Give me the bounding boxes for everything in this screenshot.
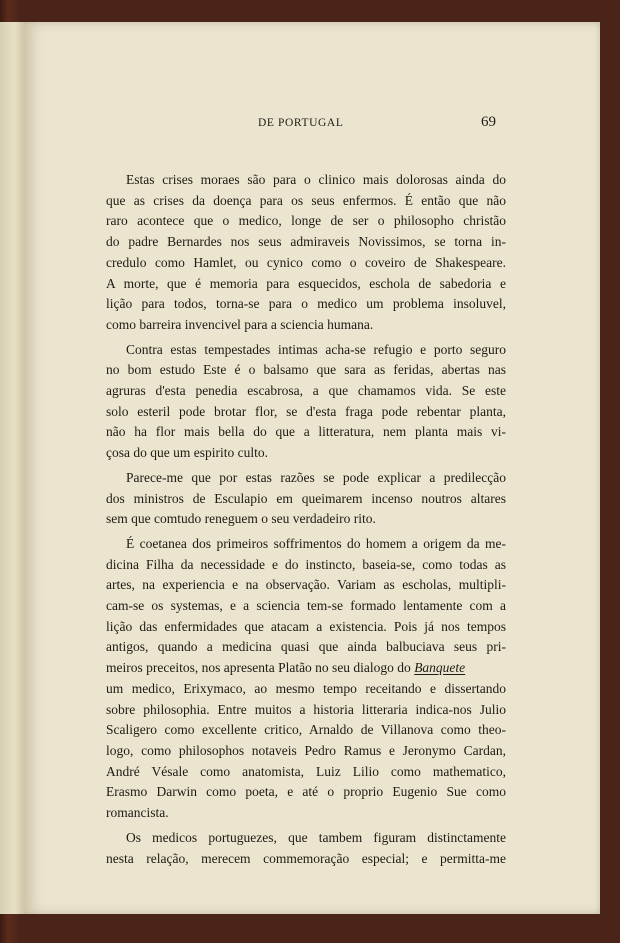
book-page	[24, 22, 600, 914]
text-line: como barreira invencivel para a sciencia humana.	[106, 316, 374, 332]
text-line: logo, como philosophos notaveis Pedro Ramus e Jeronymo Cardan,	[106, 742, 506, 758]
paragraph	[106, 170, 506, 336]
text-line: que as crises da doença para os seus enfermos. É então que não	[106, 192, 506, 208]
text-line: nesta relação, merecem commemoração especial; e permitta-me	[106, 850, 506, 866]
text-line: Os medicos portuguezes, que tambem figuram distinctamente	[126, 829, 506, 845]
text-line: um medico, Erixymaco, ao mesmo tempo receitando e dissertando	[106, 680, 506, 696]
paragraph	[106, 534, 506, 824]
text-line: agruras d'esta penedia escabrosa, a que chamamos vida. Se este	[106, 383, 506, 399]
text-line: çosa do que um espirito culto.	[106, 445, 268, 461]
text-line: lição para todos, torna-se para o medico um problema insoluvel,	[106, 296, 506, 312]
text-line: Contra estas tempestades intimas acha-se refugio e porto seguro	[126, 341, 506, 357]
text-line: É coetanea dos primeiros soffrimentos do homem a origem da me-	[126, 535, 506, 551]
paragraph	[106, 828, 506, 869]
text-line: dicina Filha da necessidade e do instincto, baseia-se, como todas as	[106, 556, 506, 572]
text-line: artes, na experiencia e na observação. Variam as escholas, multipli-	[106, 577, 506, 593]
text-line: raro acontece que o medico, longe de ser o philosopho christão	[106, 213, 506, 229]
text-line	[106, 658, 506, 679]
text-line: Scaligero como excellente critico, Arnaldo de Villanova como theo-	[106, 722, 506, 738]
text-line: lição das enfermidades que atacam a existencia. Pois já nos tempos	[106, 618, 506, 634]
running-head: DE PORTUGAL	[258, 117, 344, 129]
text-line: cam-se os systemas, e a sciencia tem-se formado lentamente com a	[106, 598, 506, 614]
text-segment: meiros preceitos, nos apresenta Platão no seu dialogo do	[106, 660, 415, 676]
text-line: sobre philosophia. Entre muitos a historia litteraria indica-nos Julio	[106, 701, 506, 717]
previous-page-edge	[0, 22, 25, 914]
text-line: sem que comtudo reneguem o seu verdadeiro rito.	[106, 511, 376, 527]
text-line: antigos, quando a medicina quasi que ainda balbuciava seus pri-	[106, 639, 506, 655]
text-line: André Vésale como anatomista, Luiz Lilio como mathematico,	[106, 763, 506, 779]
text-line: solo esteril pode brotar flor, se d'esta fraga pode rebentar planta,	[106, 403, 506, 419]
text-line: A morte, que é memoria para esquecidos, eschola de sabedoria e	[106, 275, 506, 291]
text-line: não ha flor mais bella do que a litteratura, nem planta mais vi-	[106, 424, 506, 440]
body-text	[106, 170, 506, 873]
text-line: Estas crises moraes são para o clinico mais dolorosas ainda do	[126, 172, 506, 187]
page-number: 69	[481, 114, 496, 130]
text-line: Erasmo Darwin como poeta, e até o proprio Eugenio Sue como	[106, 784, 506, 800]
page-header	[24, 114, 600, 137]
text-line: credulo como Hamlet, ou cynico como o coveiro de Shakespeare.	[106, 254, 506, 270]
text-line: Parece-me que por estas razões se pode explicar a predilecção	[126, 469, 506, 485]
text-line: do padre Bernardes nos seus admiraveis Novissimos, se torna in-	[106, 234, 506, 250]
text-line: no bom estudo Este é o balsamo que sara as feridas, abertas nas	[106, 362, 506, 378]
italic-title: Banquete	[414, 660, 466, 676]
paragraph	[106, 340, 506, 464]
text-line: romancista.	[106, 805, 169, 821]
text-line: dos ministros de Esculapio em queimarem incenso noutros altares	[106, 490, 506, 506]
paragraph	[106, 468, 506, 530]
